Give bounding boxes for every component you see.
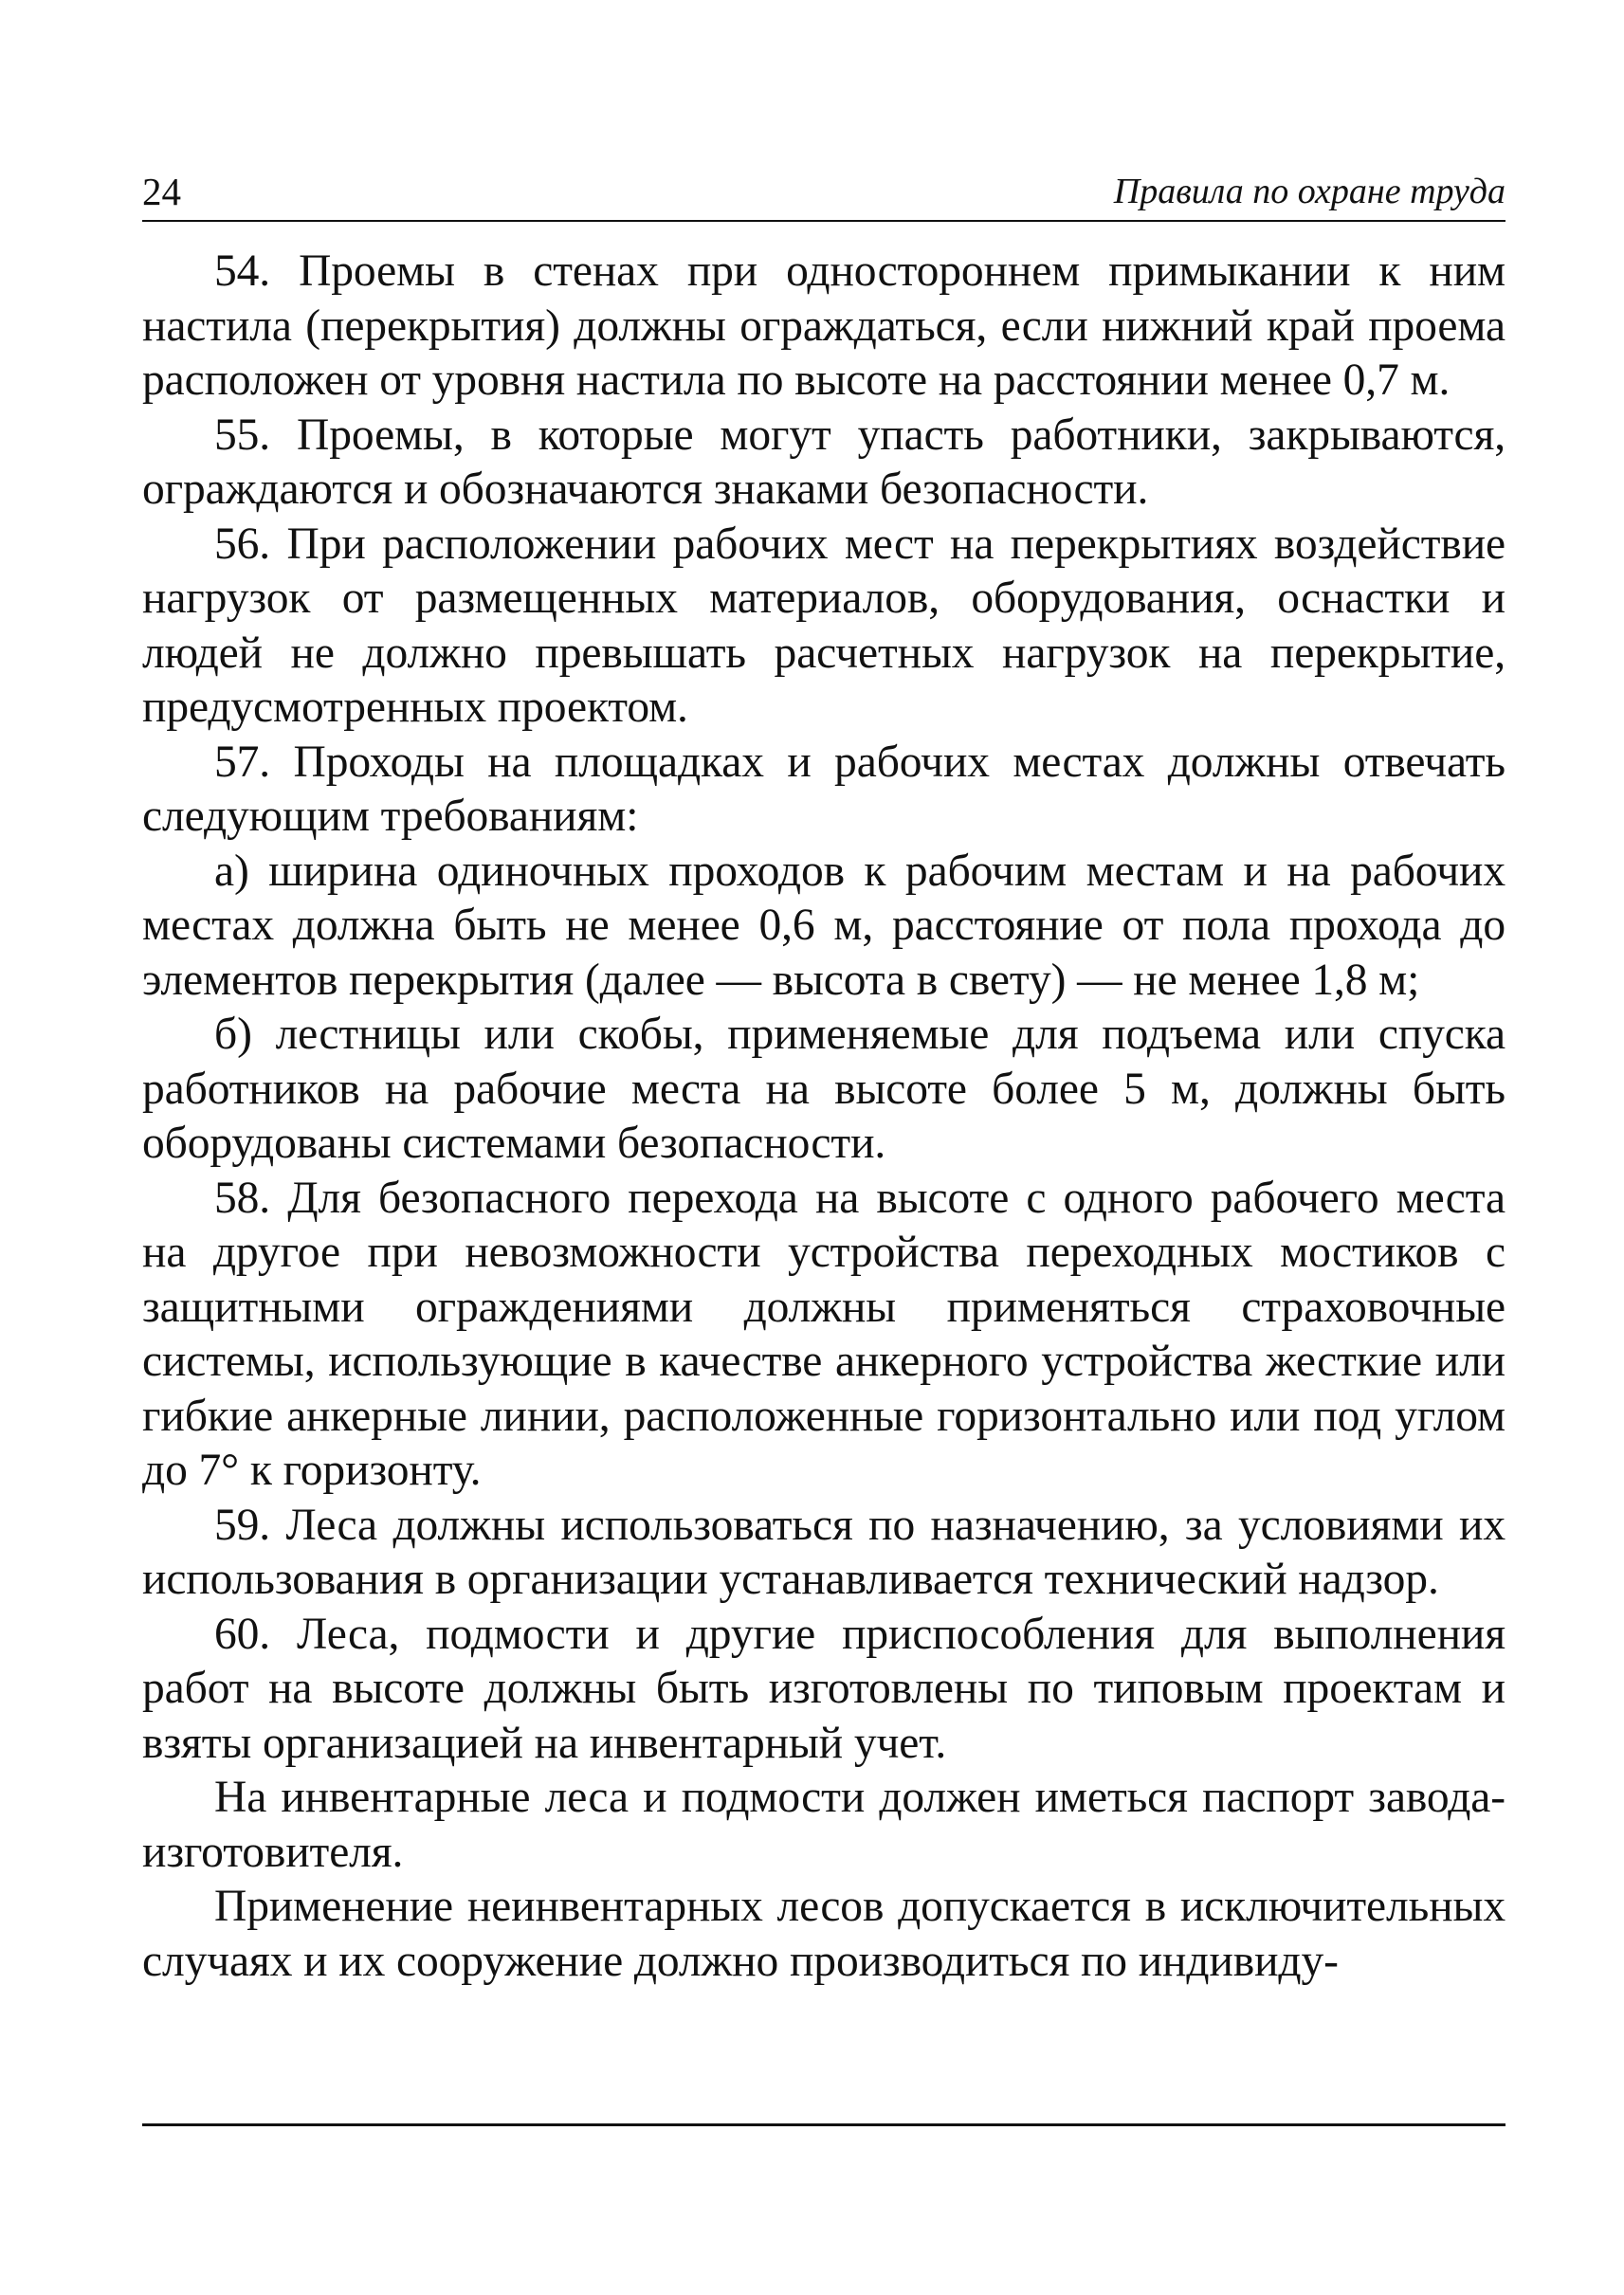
- paragraph-58: 58. Для безопасного перехода на высоте с одного рабочего места на другое при невозможности устройства переходных мостиков с защитными ограждениями должны применяться страховочные системы, использующие в качестве анкерного устройства жесткие или гибкие анкерные линии, расположенные горизонтально или под углом до 7° к горизонту.: [142, 1173, 1505, 1495]
- paragraph-59: 59. Леса должны использоваться по назначению, за условиями их использования в организации устанавливается технический надзор.: [142, 1500, 1505, 1604]
- paragraph-54: 54. Проемы в стенах при одностороннем примыкании к ним настила (перекрытия) должны ограждаться, если нижний край проема расположен от уровня настила по высоте на расстоянии менее 0,7 м.: [142, 246, 1505, 405]
- paragraph-inventory-passport: На инвентарные леса и подмости должен иметься паспорт завода-изготовителя.: [142, 1773, 1505, 1877]
- paragraph-non-inventory: Применение неинвентарных лесов допускается в исключительных случаях и их сооружение должно производиться по индивиду-: [142, 1882, 1505, 1986]
- running-title: Правила по охране труда: [1113, 172, 1505, 211]
- paragraph-55: 55. Проемы, в которые могут упасть работники, закрываются, ограждаются и обозначаются знаками безопасности.: [142, 410, 1505, 514]
- paragraph-60: 60. Леса, подмости и другие приспособления для выполнения работ на высоте должны быть изготовлены по типовым проектам и взяты организацией на инвентарный учет.: [142, 1609, 1505, 1768]
- paragraph-57-a: а) ширина одиночных проходов к рабочим местам и на рабочих местах должна быть не менее 0,6 м, расстояние от пола прохода до элементов перекрытия (далее — высота в свету) — не менее 1,8 м;: [142, 846, 1505, 1005]
- bottom-rule: [142, 2123, 1505, 2126]
- paragraph-56: 56. При расположении рабочих мест на перекрытиях воздействие нагрузок от размещенных материалов, оборудования, оснастки и людей не должно превышать расчетных нагрузок на перекрытие, предусмотренных проектом.: [142, 519, 1505, 732]
- paragraph-57-b: б) лестницы или скобы, применяемые для подъема или спуска работников на рабочие места на высоте более 5 м, должны быть оборудованы системами безопасности.: [142, 1010, 1505, 1168]
- paragraph-57: 57. Проходы на площадках и рабочих местах должны отвечать следующим требованиям:: [142, 737, 1505, 841]
- page-number: 24: [142, 170, 181, 213]
- document-page: [142, 0, 1505, 2295]
- running-header: [142, 163, 1505, 222]
- body-text: [142, 245, 1505, 1989]
